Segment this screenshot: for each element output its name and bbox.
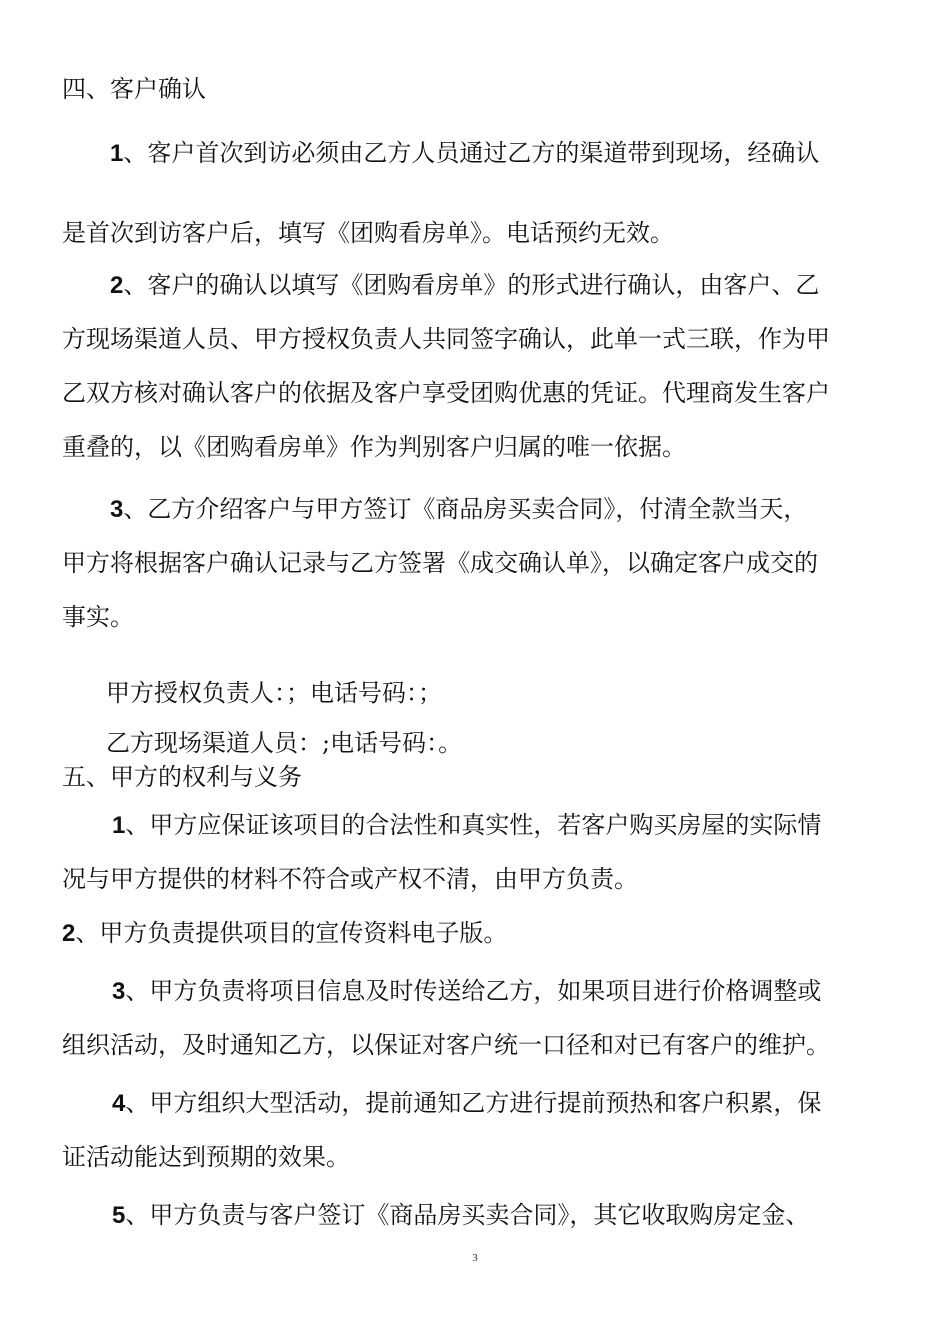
clause-line: 事实。: [62, 603, 134, 631]
signature-line-party-a: 甲方授权负责人：；电话号码：；: [106, 679, 442, 707]
clause-first-line: [112, 810, 821, 841]
clause-number: 1: [112, 812, 126, 839]
clause-line: 甲方将根据客户确认记录与乙方签署《成交确认单》，以确定客户成交的: [62, 549, 818, 577]
clause-first-line: [110, 138, 819, 169]
clause-number: 2: [62, 920, 76, 947]
clause-first-line: [112, 976, 821, 1007]
signature-line-party-b: 乙方现场渠道人员：;电话号码：。: [106, 729, 463, 757]
clause-first-line: [110, 494, 807, 525]
clause-line: 乙双方核对确认客户的依据及客户享受团购优惠的凭证。代理商发生客户: [62, 379, 830, 407]
clause-line: 组织活动，及时通知乙方，以保证对客户统一口径和对已有客户的维护。: [62, 1031, 830, 1059]
clause-first-line: [110, 270, 819, 301]
clause-text: 、甲方负责与客户签订《商品房买卖合同》，其它收取购房定金、: [125, 1201, 810, 1229]
section-heading: 五、甲方的权利与义务: [62, 763, 302, 791]
clause-text: 、甲方应保证该项目的合法性和真实性，若客户购买房屋的实际情: [125, 811, 822, 839]
section-heading: 四、客户确认: [62, 75, 206, 103]
clause-number: 2: [110, 272, 124, 299]
clause-number: 4: [112, 1090, 126, 1117]
page-number: 3: [472, 1252, 478, 1264]
clause-line: 证活动能达到预期的效果。: [62, 1143, 350, 1171]
clause-first-line: [62, 918, 507, 949]
clause-text: 、客户首次到访必须由乙方人员通过乙方的渠道带到现场，经确认: [123, 139, 820, 167]
clause-number: 3: [112, 978, 126, 1005]
clause-text: 、乙方介绍客户与甲方签订《商品房买卖合同》，付清全款当天，: [123, 495, 808, 523]
clause-line: 是首次到访客户后，填写《团购看房单》。电话预约无效。: [62, 219, 674, 247]
clause-number: 3: [110, 496, 124, 523]
clause-line: 况与甲方提供的材料不符合或产权不清，由甲方负责。: [62, 865, 638, 893]
clause-text: 、客户的确认以填写《团购看房单》的形式进行确认，由客户、乙: [123, 271, 820, 299]
clause-first-line: [112, 1088, 821, 1119]
clause-number: 5: [112, 1202, 126, 1229]
clause-line: 方现场渠道人员、甲方授权负责人共同签字确认，此单一式三联，作为甲: [62, 325, 830, 353]
clause-first-line: [112, 1200, 809, 1231]
clause-text: 、甲方负责将项目信息及时传送给乙方，如果项目进行价格调整或: [125, 977, 822, 1005]
clause-text: 、甲方组织大型活动，提前通知乙方进行提前预热和客户积累，保: [125, 1089, 822, 1117]
clause-line: 重叠的，以《团购看房单》作为判别客户归属的唯一依据。: [62, 433, 686, 461]
clause-number: 1: [110, 140, 124, 167]
clause-text: 、甲方负责提供项目的宣传资料电子版。: [75, 919, 508, 947]
